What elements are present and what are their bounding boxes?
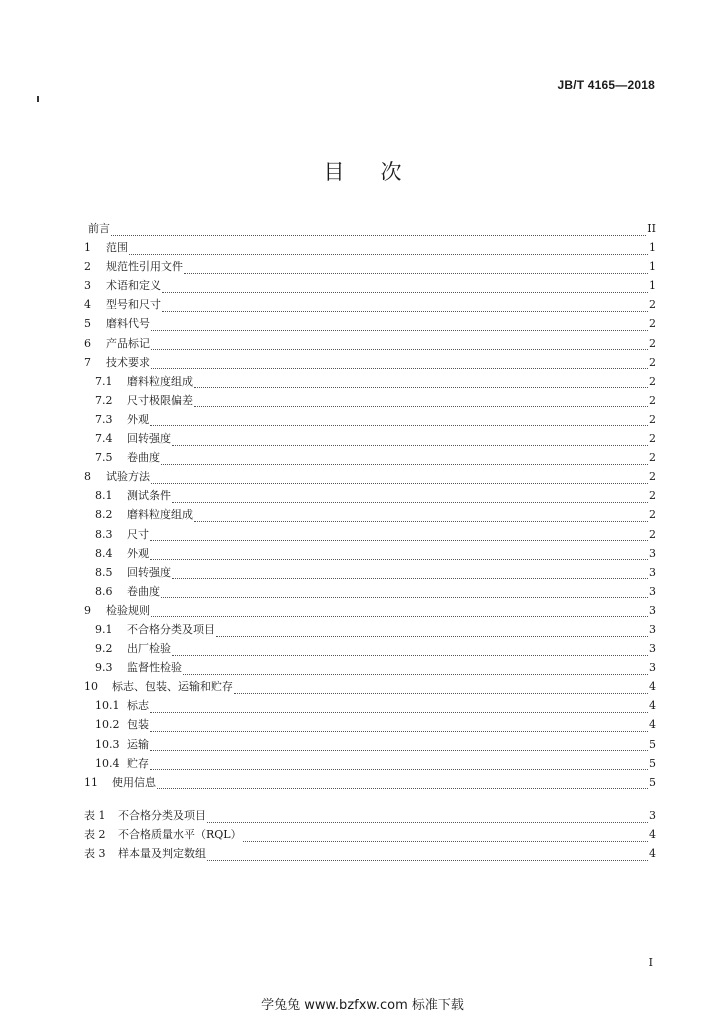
toc-entry-page: 4 [649,680,656,694]
toc-leader-dots [184,264,648,274]
toc-entry-number: 10.3 [95,737,120,751]
toc-entry[interactable] [84,295,656,314]
toc-entry-page: 2 [649,470,656,484]
toc-entry-page: 3 [649,622,656,636]
toc-entry-page: 2 [649,508,656,522]
toc-entry-page: 1 [649,260,656,274]
toc-entry[interactable] [84,620,656,639]
toc-entry-title: 前言 [88,222,110,235]
toc-entry-title: 卷曲度 [127,584,160,598]
toc-entry[interactable] [84,448,656,467]
toc-entry[interactable] [84,429,656,448]
toc-entry-title: 型号和尺寸 [106,298,161,312]
toc-entry-number: 表 1 [84,809,106,822]
toc-entry-page: 5 [649,775,656,789]
toc-entry-number: 7.3 [95,412,113,426]
toc-entry-page: 3 [649,584,656,598]
toc-entry-number: 7.1 [95,374,113,388]
list-of-tables [84,806,656,863]
toc-entry[interactable] [84,773,656,792]
toc-leader-dots [150,550,648,560]
toc-entry-title: 产品标记 [106,336,150,350]
toc-leader-dots [151,607,648,617]
toc-entry-page: 3 [649,603,656,617]
toc-leader-dots [172,569,648,579]
toc-leader-dots [194,378,648,388]
toc-entry-number: 表 2 [84,828,106,842]
toc-entry-number: 8.6 [95,584,113,598]
toc-entry-title: 不合格分类及项目 [118,809,206,822]
toc-entry-number: 8.1 [95,489,113,503]
toc-entry-number: 7 [84,355,91,369]
toc-leader-dots [150,703,648,713]
toc-entry-title: 磨料粒度组成 [127,374,193,388]
toc-entry-number: 9.2 [95,642,113,656]
toc-entry-number: 8.3 [95,527,113,541]
toc-leader-dots [150,760,648,770]
toc-entry[interactable] [84,238,656,257]
toc-entry[interactable] [84,276,656,295]
toc-entry-title: 回转强度 [127,432,171,446]
page-title: 目次 [323,160,438,184]
toc-entry[interactable] [84,467,656,486]
toc-leader-dots [172,646,648,656]
toc-entry[interactable] [84,334,656,353]
toc-entry-page: 1 [649,279,656,293]
toc-entry-title: 外观 [127,546,149,560]
toc-entry-title: 卷曲度 [127,451,160,465]
toc-leader-dots [216,627,648,637]
binding-mark [37,96,39,102]
toc-entry-number: 7.4 [95,432,113,446]
toc-entry[interactable] [84,410,656,429]
toc-leader-dots [207,851,648,861]
toc-entry-page: 2 [649,451,656,465]
toc-entry-title: 包装 [127,718,149,732]
toc-entry-number: 9.3 [95,661,113,675]
toc-entry-page: 3 [649,809,656,822]
toc-entry-title: 范围 [106,241,128,255]
toc-entry[interactable] [84,844,656,863]
toc-leader-dots [234,684,648,694]
toc-entry-number: 1 [84,241,91,255]
toc-entry[interactable] [84,696,656,715]
toc-entry-page: 4 [649,847,656,861]
toc-entry-number: 9.1 [95,622,113,636]
toc-entry-number: 10.2 [95,718,120,732]
toc-entry-number: 7.5 [95,451,113,465]
toc-leader-dots [162,283,648,293]
toc-entry-number: 5 [84,317,91,331]
toc-entry-page: 3 [649,546,656,560]
toc-entry-page: 2 [649,393,656,407]
page-number: I [648,956,653,969]
toc-entry[interactable] [84,391,656,410]
toc-leader-dots [157,779,648,789]
toc-leader-dots [161,455,648,465]
toc-entry-title: 检验规则 [106,603,150,617]
toc-entry[interactable] [84,639,656,658]
toc-entry-page: 2 [649,432,656,446]
toc-leader-dots [151,359,648,369]
toc-leader-dots [150,741,648,751]
toc-entry-title: 试验方法 [106,470,150,484]
toc-entry-page: 2 [649,527,656,541]
toc-entry-title: 出厂检验 [127,642,171,656]
toc-leader-dots [151,321,648,331]
toc-entry-title: 磨料粒度组成 [127,508,193,522]
toc-entry-title: 不合格分类及项目 [127,622,215,636]
toc-entry-number: 8 [84,470,91,484]
toc-leader-dots [194,512,648,522]
toc-leader-dots [243,832,648,842]
toc-entry-page: 2 [649,489,656,503]
toc-entry-page: 5 [649,737,656,751]
toc-entry[interactable] [84,658,656,677]
toc-entry-title: 尺寸 [127,527,149,541]
toc-entry-title: 贮存 [127,756,149,770]
toc-entry[interactable] [84,601,656,620]
toc-entry-number: 3 [84,279,91,293]
toc-entry[interactable] [84,715,656,734]
toc-entry-title: 尺寸极限偏差 [127,393,193,407]
toc-entry[interactable] [84,825,656,844]
toc-entry-page: 2 [649,374,656,388]
toc-entry-number: 4 [84,298,91,312]
toc-leader-dots [183,665,648,675]
toc-entry[interactable] [84,544,656,563]
toc-entry-page: 4 [649,718,656,732]
toc-entry[interactable] [84,257,656,276]
toc-entry-number: 9 [84,603,91,617]
toc-entry-page: 5 [649,756,656,770]
toc-entry-page: 2 [649,317,656,331]
toc-entry-number: 8.5 [95,565,113,579]
toc-entry-page: 1 [649,241,656,255]
toc-entry-number: 2 [84,260,91,274]
toc-leader-dots [129,245,648,255]
toc-entry-title: 运输 [127,737,149,751]
toc-entry[interactable] [84,525,656,544]
toc-entry-number: 6 [84,336,91,350]
table-of-contents [84,219,656,792]
toc-leader-dots [150,531,648,541]
toc-entry[interactable] [84,754,656,773]
toc-entry-title: 监督性检验 [127,661,182,675]
toc-entry-number: 7.2 [95,393,113,407]
toc-entry-title: 术语和定义 [106,279,161,293]
toc-entry-number: 表 3 [84,847,106,861]
toc-entry-title: 标志、包装、运输和贮存 [112,680,233,694]
toc-entry-number: 10 [84,680,98,694]
toc-entry-number: 8.2 [95,508,113,522]
toc-entry-title: 测试条件 [127,489,171,503]
toc-entry-number: 8.4 [95,546,113,560]
toc-entry-number: 11 [84,775,98,789]
toc-leader-dots [207,813,648,823]
toc-entry-title: 回转强度 [127,565,171,579]
toc-entry[interactable] [84,486,656,505]
toc-entry-page: II [647,222,656,235]
toc-entry-title: 标志 [127,699,149,713]
toc-entry-page: 2 [649,355,656,369]
toc-entry-title: 技术要求 [106,355,150,369]
toc-leader-dots [194,397,648,407]
toc-entry-page: 2 [649,298,656,312]
toc-entry-page: 4 [649,699,656,713]
toc-entry-page: 3 [649,642,656,656]
toc-entry-title: 磨料代号 [106,317,150,331]
toc-entry[interactable] [84,582,656,601]
toc-leader-dots [162,302,648,312]
standard-code: JB/T 4165—2018 [557,78,655,92]
toc-entry[interactable] [84,806,656,825]
toc-leader-dots [151,340,648,350]
site-watermark: 学兔兔 www.bzfxw.com 标准下载 [261,998,464,1013]
toc-entry[interactable] [84,563,656,582]
toc-entry[interactable] [84,353,656,372]
toc-leader-dots [150,416,648,426]
toc-entry-title: 样本量及判定数组 [118,847,206,861]
toc-leader-dots [150,722,648,732]
toc-entry-title: 外观 [127,412,149,426]
toc-entry[interactable] [84,372,656,391]
toc-entry[interactable] [84,505,656,524]
toc-leader-dots [151,474,648,484]
toc-entry-page: 4 [649,828,656,842]
toc-leader-dots [161,588,648,598]
toc-entry-title: 规范性引用文件 [106,260,183,274]
toc-entry[interactable] [84,314,656,333]
toc-entry-number: 10.1 [95,699,120,713]
toc-entry[interactable] [84,219,656,238]
toc-entry-page: 2 [649,336,656,350]
toc-leader-dots [172,436,648,446]
toc-entry-number: 10.4 [95,756,120,770]
toc-leader-dots [172,493,648,503]
toc-leader-dots [111,226,646,236]
toc-entry[interactable] [84,677,656,696]
toc-entry-title: 不合格质量水平（RQL） [118,828,242,842]
toc-entry-page: 3 [649,661,656,675]
toc-entry[interactable] [84,735,656,754]
toc-entry-page: 2 [649,412,656,426]
toc-entry-page: 3 [649,565,656,579]
toc-entry-title: 使用信息 [112,775,156,789]
